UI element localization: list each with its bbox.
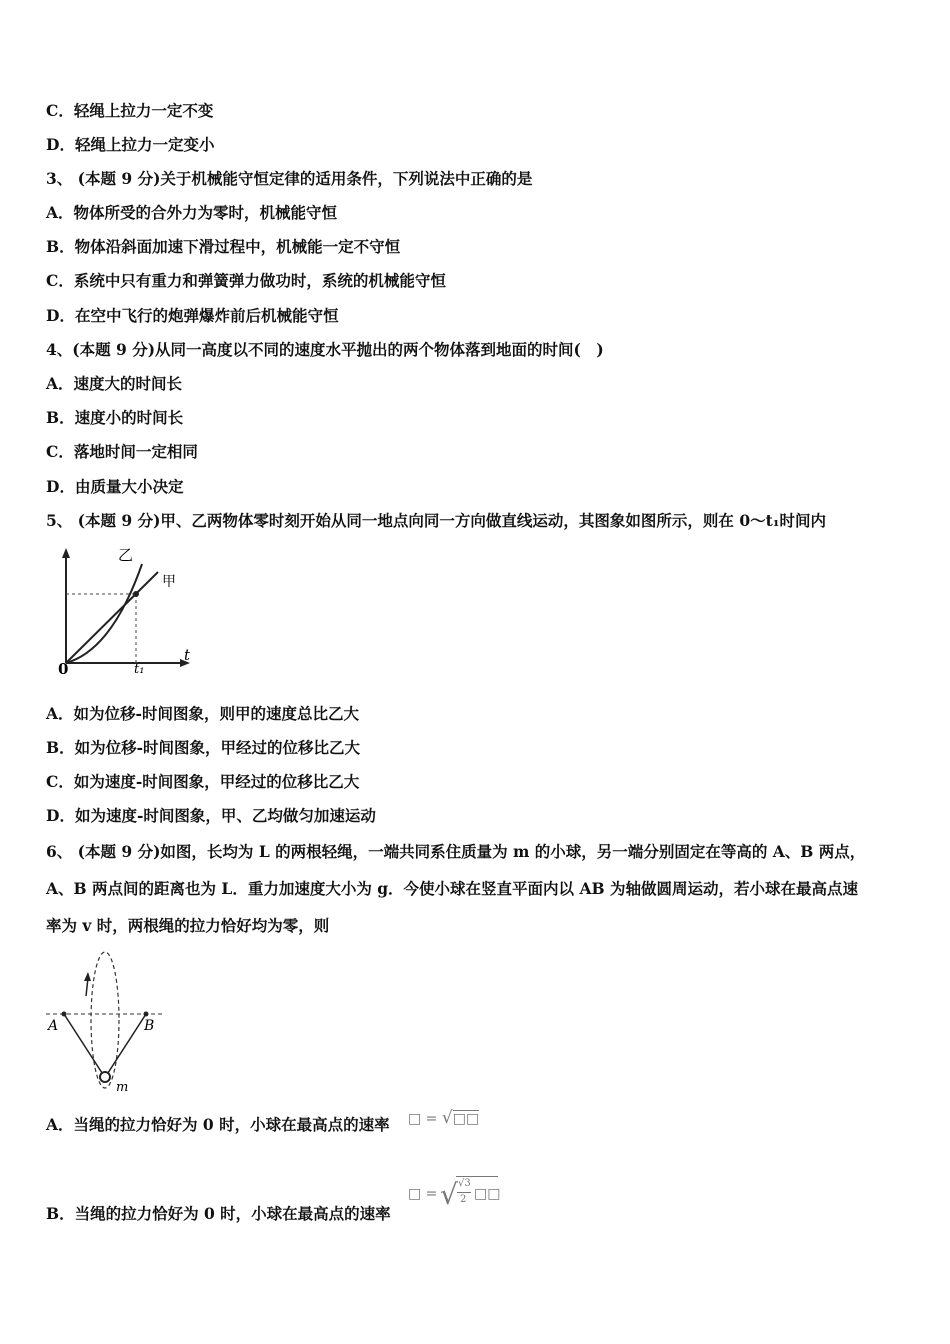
question-6-line3: 率为 v 时，两根绳的拉力恰好均为零，则 xyxy=(46,916,330,935)
question-4: 4、(本题 9 分)从同一高度以不同的速度水平抛出的两个物体落到地面的时间( ) xyxy=(46,340,604,359)
circular-motion-figure xyxy=(44,944,166,1094)
option-b-q5: B．如为位移-时间图象，甲经过的位移比乙大 xyxy=(46,738,361,757)
label-b: B xyxy=(144,1018,155,1034)
point-b xyxy=(144,1012,149,1017)
motion-arrow-icon xyxy=(84,972,91,981)
option-d-q4: D．由质量大小决定 xyxy=(46,477,184,496)
option-a-q6: A．当绳的拉力恰好为 0 时，小球在最高点的速率 xyxy=(46,1115,390,1134)
ball-icon xyxy=(100,1072,110,1082)
formula-b-rest: □□ xyxy=(474,1186,501,1202)
question-6-line2: A、B 两点间的距离也为 L．重力加速度大小为 g．今使小球在竖直平面内以 AB 为轴做圆周运动，若小球在最高点速 xyxy=(46,879,858,898)
formula-b-num: √3 xyxy=(458,1178,471,1189)
label-t1: t₁ xyxy=(134,662,145,677)
intersection-point xyxy=(133,591,139,597)
curve-yi xyxy=(66,564,142,663)
sqrt-icon-b: √ xyxy=(440,1178,458,1211)
line-jia xyxy=(66,572,158,663)
option-d-q3: D．在空中飞行的炮弹爆炸前后机械能守恒 xyxy=(46,306,339,325)
formula-b-den: 2 xyxy=(460,1194,467,1205)
option-c-q2: C．轻绳上拉力一定不变 xyxy=(46,101,214,120)
option-b-q3: B．物体沿斜面加速下滑过程中，机械能一定不守恒 xyxy=(46,237,401,256)
formula-a-lhs: □ = xyxy=(408,1111,438,1127)
circular-path xyxy=(91,952,119,1088)
question-6-line1: 6、 (本题 9 分)如图，长均为 L 的两根轻绳，一端共同系住质量为 m 的小球，另一端分别固定在等高的 A、B 两点， xyxy=(46,842,866,861)
option-b-q4: B．速度小的时间长 xyxy=(46,408,184,427)
option-a-q4: A．速度大的时间长 xyxy=(46,374,183,393)
motion-graph-figure xyxy=(52,540,202,680)
option-c-q4: C．落地时间一定相同 xyxy=(46,442,198,461)
sqrt-bar xyxy=(456,1176,498,1177)
y-axis-arrow-icon xyxy=(62,548,70,558)
question-5: 5、 (本题 9 分)甲、乙两物体零时刻开始从同一地点向同一方向做直线运动，其图象如图所示，则在 0～t₁时间内 xyxy=(46,511,827,530)
fraction-bar xyxy=(457,1192,471,1193)
option-c-q5: C．如为速度-时间图象，甲经过的位移比乙大 xyxy=(46,772,360,791)
rope-a xyxy=(64,1014,104,1076)
option-a-q5: A．如为位移-时间图象，则甲的速度总比乙大 xyxy=(46,704,359,723)
label-origin: 0 xyxy=(58,660,69,678)
formula-b-lhs: □ = xyxy=(408,1186,438,1202)
option-c-q3: C．系统中只有重力和弹簧弹力做功时，系统的机械能守恒 xyxy=(46,271,446,290)
label-jia: 甲 xyxy=(162,574,176,590)
rope-b xyxy=(106,1014,146,1076)
formula-a xyxy=(408,1108,479,1128)
label-a: A xyxy=(48,1018,59,1034)
option-b-q6: B．当绳的拉力恰好为 0 时，小球在最高点的速率 xyxy=(46,1204,391,1223)
sqrt-icon: √ xyxy=(441,1108,453,1128)
label-yi: 乙 xyxy=(118,546,134,564)
option-d-q5: D．如为速度-时间图象，甲、乙均做匀加速运动 xyxy=(46,806,376,825)
question-3: 3、 (本题 9 分)关于机械能守恒定律的适用条件，下列说法中正确的是 xyxy=(46,169,533,188)
formula-a-radicand: □□ xyxy=(452,1111,480,1127)
point-a xyxy=(62,1012,67,1017)
option-a-q3: A．物体所受的合外力为零时，机械能守恒 xyxy=(46,203,338,222)
option-d-q2: D．轻绳上拉力一定变小 xyxy=(46,135,215,154)
label-m: m xyxy=(116,1080,129,1094)
label-t: t xyxy=(184,646,191,664)
